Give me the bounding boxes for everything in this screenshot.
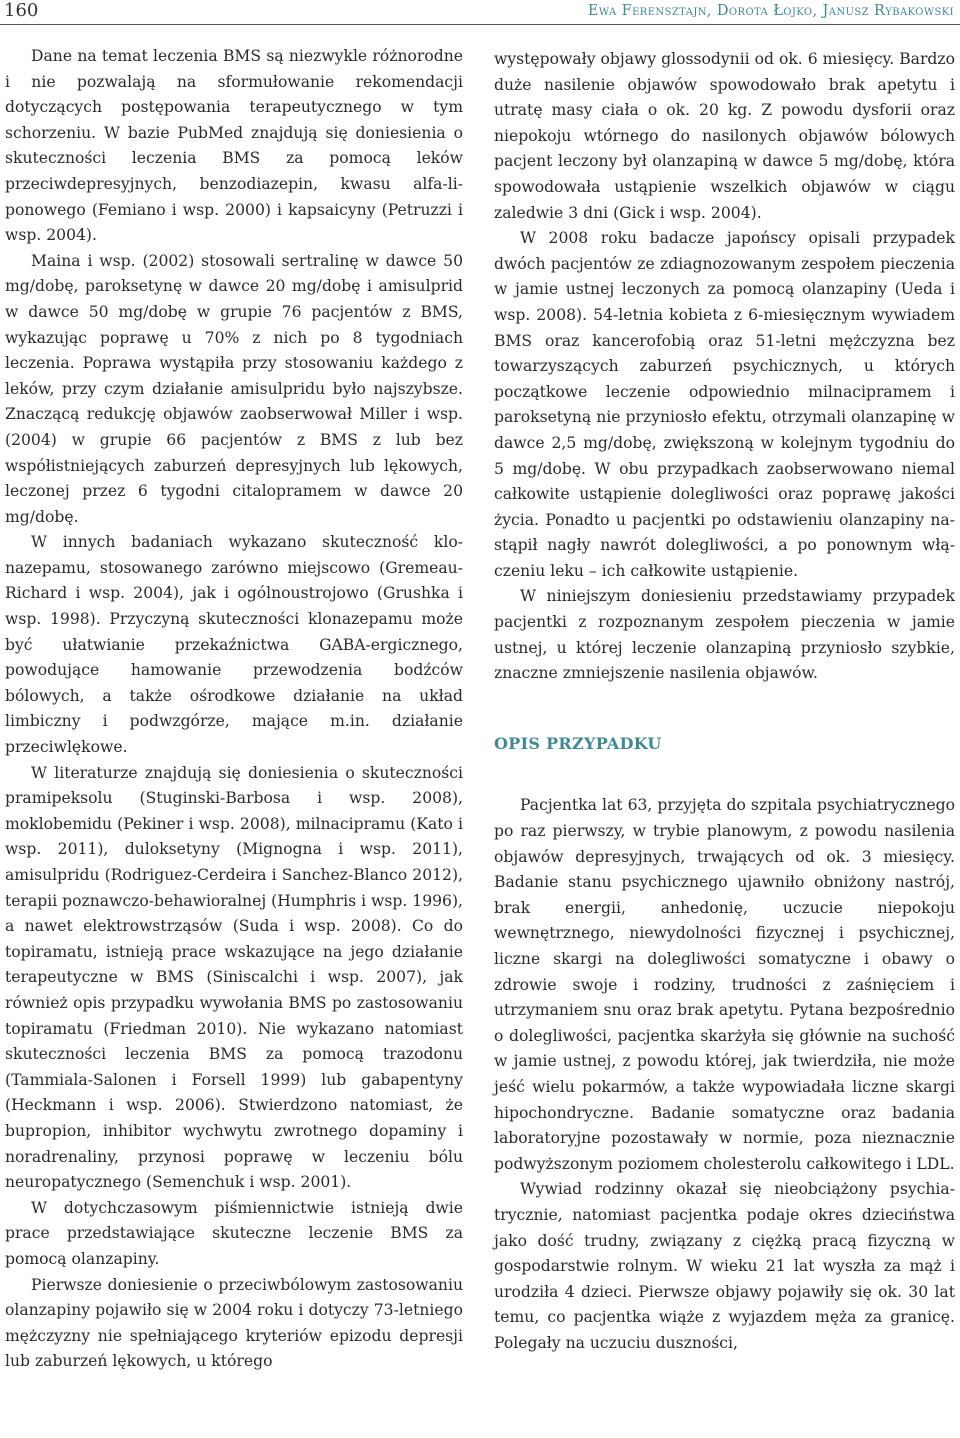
paragraph: W dotychczasowym piśmiennictwie istnieją dwie prace przedstawiające skuteczne leczenie BMS za pomocą olanzapiny. (5, 1198, 463, 1268)
paragraph: W innych badaniach wykazano skuteczność klonazepamu, stosowanego zarówno miejscowo (Gremeau-Richard i wsp. 2004), jak i ogólnoustrojowo (Grushka i wsp. 1998). Przyczyną skuteczności klonazepamu może być ułatwianie przekaźnictwa GABA-ergicznego, powodujące hamowanie przewodzenia bodźców bólowych, a także ośrodkowe działanie na układ limbiczny i podwzgórze, mające m.in. działanie przeciwlękowe. (5, 533, 463, 757)
left-column (5, 44, 463, 1375)
page-number: 160 (4, 0, 39, 21)
page-header (0, 0, 960, 30)
section-heading: OPIS PRZYPADKU (494, 733, 662, 753)
right-column (494, 47, 955, 1357)
paragraph: W 2008 roku badacze japońscy opisali przypadek dwóch pacjentów ze zdiagnozowanym zespołem pieczenia w jamie ustnej leczonych za pomocą olanzapiny (Ueda i wsp. 2008). 54-letnia kobieta z 6-miesięcznym wywiadem BMS oraz kancerofobią oraz 51-letni mężczyzna bez towarzyszących zaburzeń psychicznych, u których początkowe leczenie odpowiednio milnacipramem i paroksetyną nie przyniosło efektu, otrzymali olanzapinę w dawce 2,5 mg/dobę, zwiększoną w kolejnym tygodniu do 5 mg/dobę. W obu przypadkach zaobserwowano niemal całkowite ustąpienie dolegliwości oraz poprawę jakości życia. Ponadto u pacjentki po odstawieniu olanzapiny nastąpił nagły nawrót dolegliwości, a po ponownym włączeniu leku – ich całkowite ustąpienie. (494, 229, 955, 580)
paragraph: Wywiad rodzinny okazał się nieobciążony psychiatrycznie, natomiast pacjentka podaje okres dzieciństwa jako dość trudny, związany z ciężką pracą fizyczną w gospodarstwie rolnym. W wieku 21 lat wyszła za mąż i urodziła 4 dzieci. Pierwsze objawy pojawiły się ok. 30 lat temu, co pacjentka wiąże z wyjazdem męża za granicę. Polegały na uczuciu duszności, (494, 1180, 955, 1352)
paragraph: Dane na temat leczenia BMS są niezwykle różnorodne i nie pozwalają na sformułowanie rekomendacji dotyczących postępowania terapeutycznego w tym schorzeniu. W bazie PubMed znajdują się doniesienia o skuteczności leczenia BMS za pomocą leków przeciwdepresyjnych, benzodiazepin, kwasu alfa-liponowego (Femiano i wsp. 2000) i kapsaicyny (Petruzzi i wsp. 2004). (5, 47, 463, 245)
paragraph: W literaturze znajdują się doniesienia o skuteczności pramipeksolu (Stuginski-Barbosa i wsp. 2008), moklobemidu (Pekiner i wsp. 2008), milnacipramu (Kato i wsp. 2011), duloksetyny (Mignogna i wsp. 2011), amisulpridu (Rodriguez-Cerdeira i Sanchez-Blanco 2012), terapii poznawczo-behawioralnej (Humphris i wsp. 1996), a nawet elektrowstrząsów (Suda i wsp. 2008). Co do topiramatu, istnieją prace wskazujące na jego działanie terapeutyczne w BMS (Siniscalchi i wsp. 2007), jak również opis przypadku wywołania BMS po zastosowaniu topiramatu (Friedman 2010). Nie wykazano natomiast skuteczności leczenia BMS za pomocą trazodonu (Tammiala-Salonen i Forsell 1999) lub gabapentyny (Heckmann i wsp. 2006). Stwierdzono natomiast, że bupropion, inhibitor wychwytu zwrotnego dopaminy i noradrenaliny, przynosi poprawę w leczeniu bólu neuropatycznego (Semenchuk i wsp. 2001). (5, 763, 463, 1192)
header-rule (0, 24, 960, 25)
paragraph: W niniejszym doniesieniu przedstawiamy przypadek pacjentki z rozpoznanym zespołem pieczenia w jamie ustnej, u której leczenie olanzapiną przyniosło szybkie, znaczne zmniejszenie nasilenia objawów. (494, 587, 955, 683)
paragraph: Maina i wsp. (2002) stosowali sertralinę w dawce 50 mg/dobę, paroksetynę w dawce 20 mg/dobę i amisulprid w dawce 50 mg/dobę w grupie 76 pacjentów z BMS, wykazując poprawę u 70% z nich po 8 tygodniach leczenia. Poprawa wystąpiła przy stosowaniu każdego z leków, przy czym działanie amisulpridu było najszybsze. Znaczącą redukcję objawów zaobserwował Miller i wsp. (2004) w grupie 66 pacjentów z BMS z lub bez współistniejących zaburzeń depresyjnych lub lękowych, leczonej przez 6 tygodni citalopramem w dawce 20 mg/dobę. (5, 251, 463, 526)
running-head-authors: Ewa Ferensztajn, Dorota Łojko, Janusz Rybakowski (587, 3, 954, 19)
paragraph: Pierwsze doniesienie o przeciwbólowym zastosowaniu olanzapiny pojawiło się w 2004 roku i dotyczy 73-letniego mężczyzny nie spełniającego kryteriów epizodu depresji lub zaburzeń lękowych, u którego (5, 1275, 463, 1371)
paragraph: Pacjentka lat 63, przyjęta do szpitala psychiatrycznego po raz pierwszy, w trybie planowym, z powodu nasilenia objawów depresyjnych, trwających od ok. 3 miesięcy. Badanie stanu psychicznego ujawniło obniżony nastrój, brak energii, anhedonię, uczucie niepokoju wewnętrznego, niewydolności fizycznej i psychicznej, liczne skargi na dolegliwości somatyczne i obawy o zdrowie swoje i rodziny, trudności z zaśnięciem i utrzymaniem snu oraz brak apetytu. Pytana bezpośrednio o dolegliwości, pacjentka skarżyła się głównie na suchość w jamie ustnej, z powodu której, jak twierdziła, nie może jeść wielu pokarmów, a także wypowiadała liczne skargi hipochondryczne. Badanie somatyczne oraz badania laboratoryjne pozostawały w normie, poza nieznacznie podwyższonym poziomem cholesterolu całkowitego i LDL. (494, 796, 955, 1173)
paragraph: występowały objawy glossodynii od ok. 6 miesięcy. Bardzo duże nasilenie objawów spowodowało brak apetytu i utratę masy ciała o ok. 20 kg. Z powodu dysforii oraz niepokoju wtórnego do nasilonych objawów bólowych pacjent leczony był olanzapiną w dawce 5 mg/dobę, która spowodowała ustąpienie wszelkich objawów w ciągu zaledwie 3 dni (Gick i wsp. 2004). (494, 50, 955, 222)
